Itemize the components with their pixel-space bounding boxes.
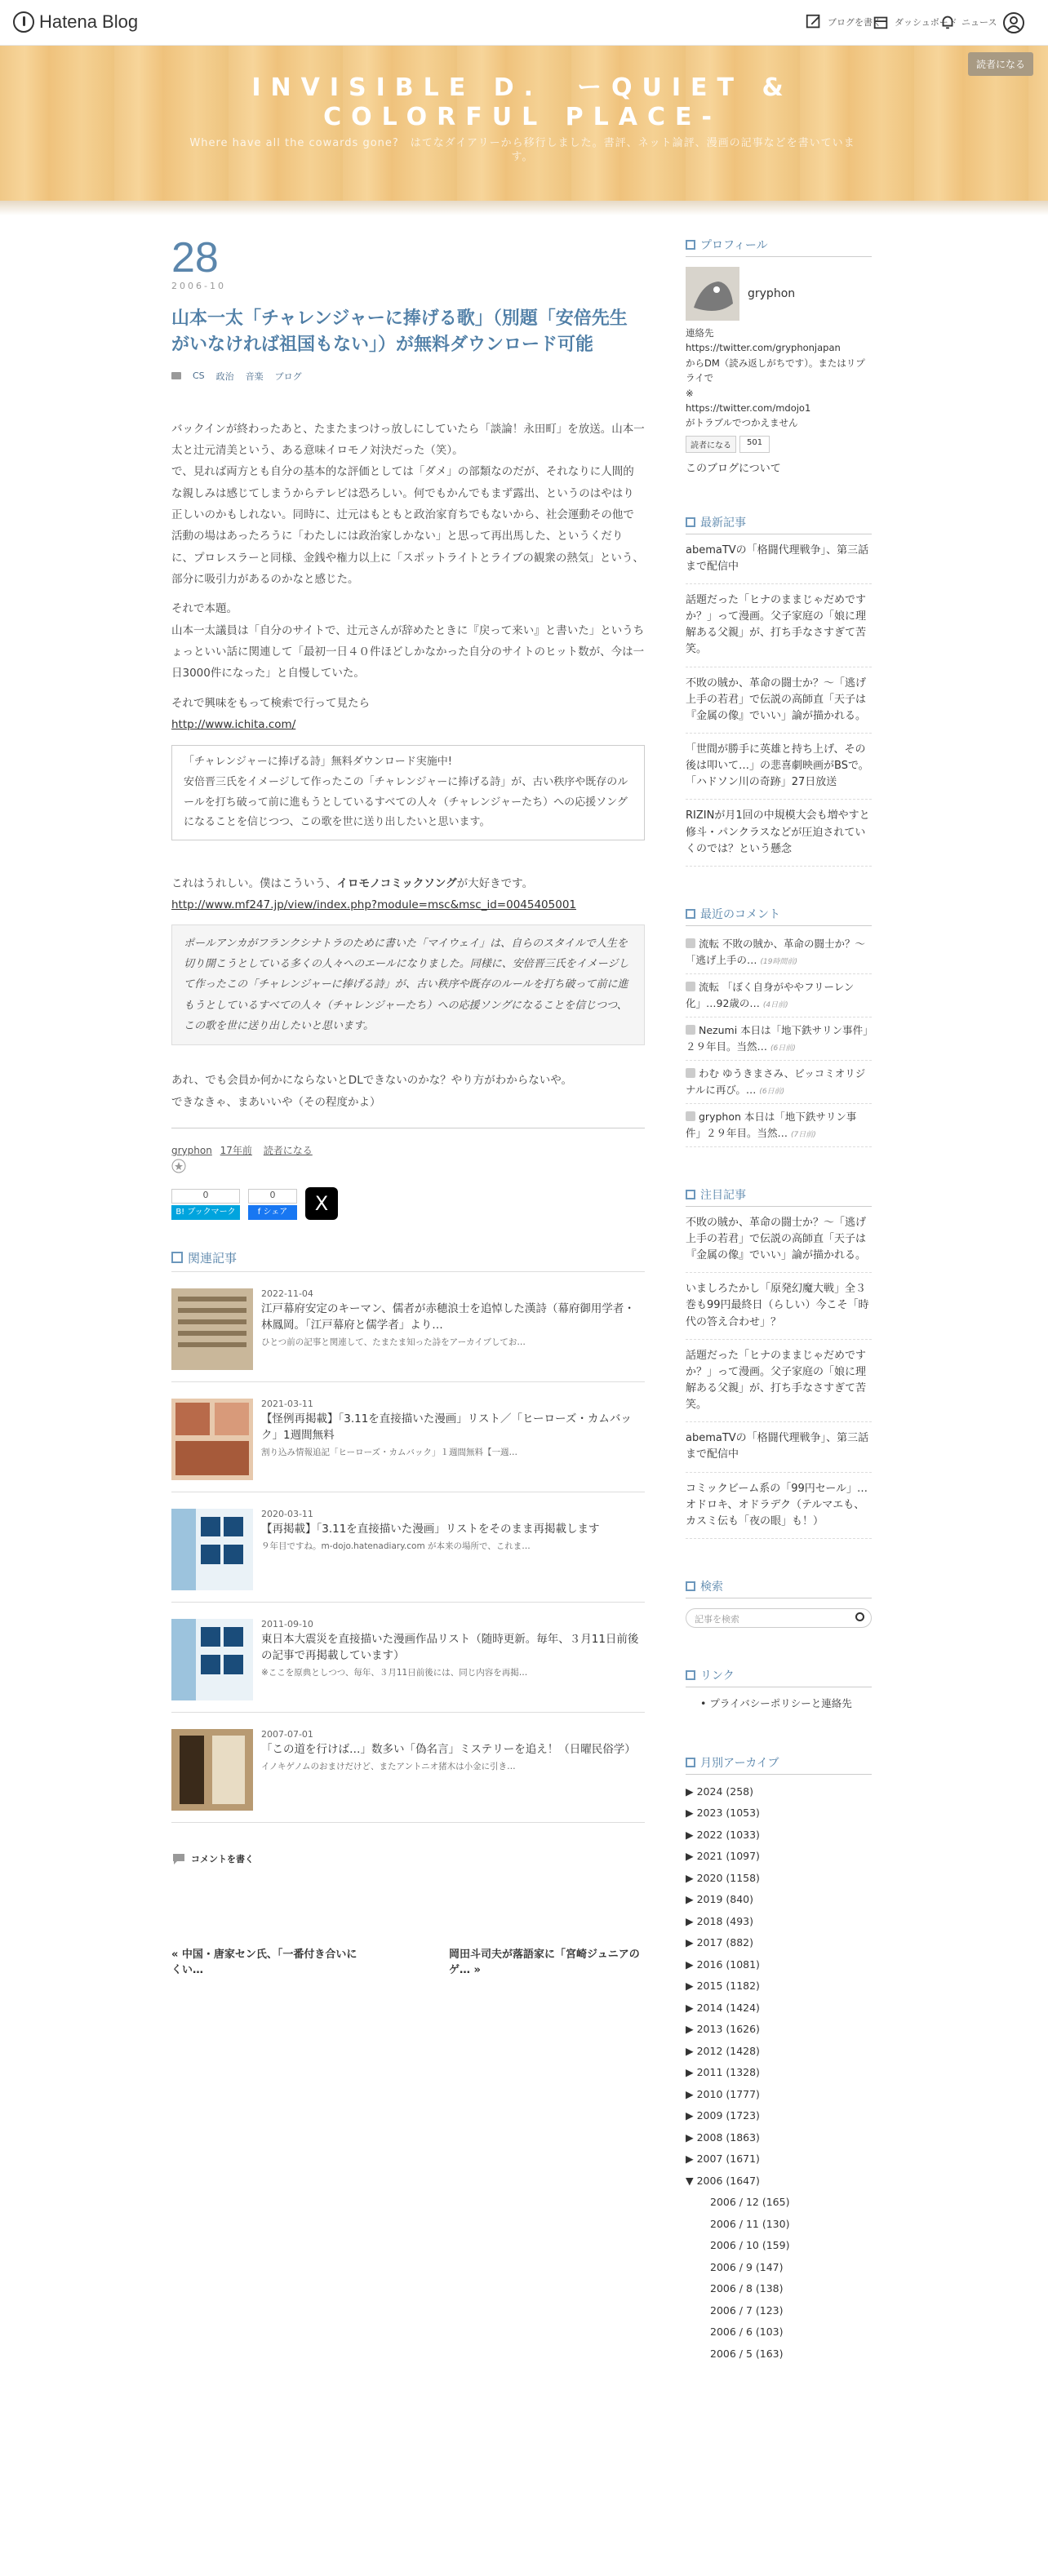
hatena-blog-logo[interactable] — [13, 11, 138, 33]
write-label: ブログを書く — [828, 17, 881, 28]
comments-title — [686, 906, 872, 926]
recent-title-text: 最新記事 — [700, 516, 746, 530]
related-date: 2022-11-04 — [261, 1288, 313, 1299]
bookmark-count: 0 — [171, 1189, 240, 1204]
dashboard-label: ダッシュボード — [895, 17, 957, 28]
search-input[interactable] — [686, 1608, 872, 1628]
related-thumbnail[interactable] — [171, 1399, 253, 1480]
comment-text: gryphon 本日は「地下鉄サリン事件」２９年目。当然… — [686, 1110, 857, 1139]
about-blog-link[interactable]: このブログについて — [686, 462, 781, 475]
dashboard-icon — [872, 13, 890, 31]
comment-list — [686, 931, 872, 1147]
featured-title-text: 注目記事 — [700, 1188, 746, 1202]
related-thumbnail[interactable] — [171, 1729, 253, 1811]
x-share-button[interactable]: X — [305, 1187, 338, 1220]
comment-bubble-icon — [171, 1852, 186, 1865]
prev-post-link[interactable]: « 中国・唐家セン氏、「一番付き合いにくい… — [171, 1948, 357, 1977]
featured-item[interactable]: いましろたかし「原発幻魔大戦」全３巻も99円最終日（らしい）今こそ「時代の答え合わせ」？ — [686, 1273, 872, 1339]
comment-text: わむ ゆうきまさみ、ビッコミオリジナルに再び。… — [686, 1066, 866, 1096]
archive-year[interactable]: ▶ 2019 (840) — [686, 1893, 753, 1906]
recent-item[interactable]: 「世間が勝手に英雄と持ち上げ、その後は叩いて…」の悲喜劇映画がBSで。「ハドソン川の奇跡」27日放送 — [686, 734, 872, 800]
profile-line: からDM（読み返しがちです）。またはリプライで — [686, 357, 865, 384]
section-icon — [171, 1252, 183, 1263]
category-link[interactable]: 音楽 — [245, 370, 264, 382]
pager — [171, 1947, 645, 1979]
category-link[interactable]: ブログ — [274, 370, 302, 382]
comment-text: 流転 「ぼく自身がややフリーレン化」…92歳の… — [686, 980, 855, 1009]
archive-year[interactable]: ▶ 2017 (882) — [686, 1936, 753, 1949]
archive-month[interactable]: 2006 / 10 (159) — [710, 2239, 790, 2252]
related-title[interactable]: 【怪例再掲載】「3.11を直接描いた漫画」リスト／「ヒーローズ・カムバック」1週間無料 — [261, 1412, 632, 1443]
blog-description: Where have all the cowards gone? はてなダイアリーから移行しました。書評、ネット論評、漫画の記事などを書いています。 — [189, 137, 855, 163]
sidebar-subscribe-button[interactable]: 読者になる — [686, 436, 736, 453]
archive-title-text: 月別アーカイブ — [700, 1756, 779, 1770]
hatena-logo-icon — [13, 11, 34, 33]
related-item[interactable] — [171, 1729, 645, 1823]
paragraph: あれ、でも会員か何かにならないとDLできないのかな？やり方がわからないや。 — [171, 1074, 572, 1088]
archive-year[interactable]: ▶ 2007 (1671) — [686, 2153, 760, 2166]
comment-time: (7日前) — [791, 1130, 816, 1139]
featured-item[interactable]: コミックビーム系の「99円セール」…オドロキ、オドラデク（テルマエも、カスミ伝も「夜の眼」も！） — [686, 1473, 872, 1539]
profile-link[interactable]: https://twitter.com/gryphonjapan — [686, 342, 841, 354]
related-excerpt: ひとつ前の記事と関連して、たまたま知った詩をアーカイブしてお… — [261, 1337, 526, 1348]
text: これはうれしい。僕はこういう、 — [171, 876, 337, 890]
comment-item[interactable] — [686, 1104, 872, 1147]
comment-item[interactable] — [686, 1018, 872, 1061]
archive-year[interactable]: ▶ 2024 (258) — [686, 1785, 753, 1798]
archive-year[interactable]: ▶ 2015 (1182) — [686, 1980, 760, 1993]
search-title — [686, 1578, 872, 1598]
write-button[interactable] — [805, 13, 881, 31]
related-item[interactable] — [171, 1288, 645, 1382]
profile-line: 連絡先 — [686, 327, 714, 339]
sidebar — [686, 237, 872, 2365]
search-placeholder: 記事を検索 — [695, 1613, 739, 1625]
archive-month[interactable]: 2006 / 11 (130) — [710, 2217, 790, 2230]
archive-year[interactable]: ▶ 2022 (1033) — [686, 1828, 760, 1841]
profile-title-text: プロフィール — [700, 239, 768, 252]
star-icon[interactable] — [171, 1159, 186, 1173]
blockquote: ポールアンカがフランクシナトラのために書いた「マイウェイ」は、自らのスタイルで人生を切り開こうとしている多くの人々へのエールになりました。同様に、安倍晋三氏をイメージして作ったこの「チャレンジャーに捧げる詩」が、古い秩序や既存のルールを打ち破って前に進もうとしているすべての人々（チャレンジャーたち）への応援ソングになることを信じつつ、この歌を世に送り出したいと思います。 — [171, 924, 645, 1046]
archive-month[interactable]: 2006 / 12 (165) — [710, 2196, 790, 2209]
subscribe-button[interactable]: 読者になる — [968, 52, 1033, 76]
featured-item[interactable]: 話題だった「ヒナのままじゃだめですか？」って漫画。父子家庭の「娘に理解ある父親」が、打ち手なさすぎて苦笑。 — [686, 1340, 872, 1423]
post-footer — [171, 1143, 645, 1176]
links-title-text: リンク — [700, 1669, 735, 1683]
logo-text: Hatena Blog — [39, 11, 139, 32]
recent-list — [686, 534, 872, 867]
write-comment-link[interactable] — [171, 1852, 645, 1865]
related-thumbnail[interactable] — [171, 1619, 253, 1700]
related-excerpt: イノキゲノムのおまけだけど、またアントニオ猪木は小金に引き… — [261, 1762, 516, 1772]
text: が大好きです。 — [456, 876, 534, 890]
related-date: 2020-03-11 — [261, 1508, 313, 1519]
commenter-icon — [686, 1025, 695, 1035]
subscribe-link[interactable]: 読者になる — [263, 1144, 313, 1156]
recent-item[interactable]: RIZINが月1回の中規模大会も増やすと修斗・パンクラスなどが圧迫されていくのでは？という懸念 — [686, 800, 872, 866]
paragraph: で、見れば両方とも自分の基本的な評価としては「ダメ」の部類なのだが、それなりに人間的な親しみは感じてしまうからテレビは恐ろしい。何でもかんでもまず露出、というのはやはり正しいのかもしれない。同時に、辻元はもともと政治家育ちでもないから、社会運動その他で活動の場はあったろうに「わたしには政治家しかない」と思って再出馬した、というくだりに、プロレスラーと同様、金銭や権力以上に「スポットライトとライブの観衆の熱気」という、部分に吸引力があるのかなと感じた。 — [171, 465, 644, 586]
featured-title — [686, 1186, 872, 1207]
paragraph: できなきゃ、まあいいや（その程度かよ） — [171, 1095, 381, 1109]
section-title-text: 関連記事 — [188, 1250, 238, 1266]
archive-year[interactable]: ▶ 2009 (1723) — [686, 2109, 760, 2122]
archive-month[interactable]: 2006 / 9 (147) — [710, 2260, 784, 2273]
write-comment-label: コメントを書く — [191, 1853, 254, 1864]
next-post-link[interactable]: 岡田斗司夫が落語家に「宮崎ジュニアのゲ… » — [449, 1948, 640, 1977]
related-date: 2011-09-10 — [261, 1618, 313, 1629]
related-excerpt: ９年目ですね。m-dojo.hatenadiary.com が本来の場所で、これま… — [261, 1541, 531, 1552]
archive-month[interactable]: 2006 / 7 (123) — [710, 2303, 784, 2317]
recent-item[interactable]: 話題だった「ヒナのままじゃだめですか？」って漫画。父子家庭の「娘に理解ある父親」が、打ち手なさすぎて苦笑。 — [686, 584, 872, 667]
paragraph: それで本題。 — [171, 602, 238, 616]
share-buttons — [171, 1187, 645, 1220]
profile-title — [686, 237, 872, 257]
comment-item[interactable] — [686, 931, 872, 974]
related-item[interactable] — [171, 1619, 645, 1713]
comments-title-text: 最近のコメント — [700, 907, 780, 921]
archive-title — [686, 1754, 872, 1775]
post-day[interactable]: 28 — [171, 234, 219, 282]
hatena-bookmark-button[interactable] — [171, 1189, 240, 1220]
related-title[interactable]: 「この道を行けば…」数多い「偽名言」ミステリーを追え！（日曜民俗学） — [261, 1742, 636, 1756]
related-excerpt: 割り込み情報追記「ヒーローズ・カムバック」１週間無料【一週… — [261, 1448, 518, 1458]
profile-description — [686, 326, 872, 431]
profile-name[interactable]: gryphon — [748, 287, 796, 300]
archive-year[interactable]: ▶ 2014 (1424) — [686, 2001, 760, 2014]
profile-link[interactable]: https://twitter.com/mdojo1 — [686, 401, 811, 414]
facebook-label: f シェア — [248, 1205, 297, 1220]
archive-year[interactable]: ▶ 2011 (1328) — [686, 2066, 760, 2079]
comment-time: (4日前) — [762, 1000, 788, 1009]
featured-list — [686, 1207, 872, 1539]
archive-year[interactable]: ▶ 2023 (1053) — [686, 1807, 760, 1820]
section-icon — [686, 1581, 695, 1591]
archive-year[interactable]: ▶ 2016 (1081) — [686, 1957, 760, 1971]
related-title[interactable]: 江戸幕府安定のキーマン、儒者が赤穂浪士を追悼した漢詩（幕府御用学者・林鳳岡。「江戸幕府と儒学者」より… — [261, 1301, 635, 1332]
search-icon[interactable] — [855, 1612, 864, 1621]
post-title[interactable]: 山本一太「チャレンジャーに捧げる歌」（別題「安倍先生がいなければ祖国もない」）が無料ダウンロード可能 — [171, 308, 628, 355]
facebook-count: 0 — [248, 1189, 297, 1204]
link-item[interactable]: • プライバシーポリシーと連絡先 — [700, 1696, 852, 1709]
blockquote: 「チャレンジャーに捧げる詩」無料ダウンロード実施中! 安倍晋三氏をイメージして作ったこの「チャレンジャーに捧げる詩」が、古い秩序や既存のルールを打ち破って前に進もうとしているすべての人々（チャレンジャーたち）への応援ソングになることを信じつつ、この歌を世に送り出したいと思います。 — [171, 745, 645, 840]
recent-item[interactable]: 不敗の賊か、革命の闘士か？～「逃げ上手の若君」で伝説の高師直「天子は『金属の像』でいい」論が描かれる。 — [686, 667, 872, 734]
category-link[interactable]: CS — [193, 370, 205, 382]
section-icon — [686, 1670, 695, 1680]
related-excerpt: ※ここを原典としつつ、毎年、３月11日前後には、同じ内容を再掲… — [261, 1668, 528, 1678]
comment-time: (6日前) — [759, 1087, 785, 1096]
section-icon — [686, 517, 695, 527]
paragraph — [171, 873, 645, 894]
related-section-title — [171, 1249, 645, 1272]
comment-time: (19時間前) — [760, 957, 797, 966]
links-title — [686, 1667, 872, 1687]
paragraph: バックインが終わったあと、たまたまつけっ放しにしていたら「談論！永田町」を放送。山本一太と辻元清美という、ある意味イロモノ対決だった（笑）。 — [171, 422, 645, 458]
comment-time: (6日前) — [770, 1044, 796, 1053]
external-link[interactable]: http://www.mf247.jp/view/index.php?module=msc&msc_id=0045405001 — [171, 898, 576, 912]
section-icon — [686, 909, 695, 919]
notification-button[interactable] — [939, 13, 997, 31]
bell-icon — [939, 13, 957, 31]
post-body — [171, 419, 645, 1113]
archive-month[interactable]: 2006 / 8 (138) — [710, 2282, 784, 2295]
related-title[interactable]: 東日本大震災を直接描いた漫画作品リスト（随時更新。毎年、３月11日前後の記事で再掲載しています） — [261, 1632, 639, 1663]
commenter-icon — [686, 1111, 695, 1121]
header-shadow — [0, 201, 1048, 215]
archive-year[interactable]: ▶ 2010 (1777) — [686, 2087, 760, 2100]
facebook-share-button[interactable] — [248, 1189, 297, 1220]
section-icon — [686, 240, 695, 250]
recent-item[interactable]: abemaTVの「格闘代理戦争」、第三話まで配信中 — [686, 534, 872, 584]
archive-month[interactable]: 2006 / 6 (103) — [710, 2325, 784, 2339]
recent-title — [686, 514, 872, 534]
archive-year[interactable]: ▶ 2021 (1097) — [686, 1850, 760, 1863]
archive-year[interactable]: ▶ 2013 (1626) — [686, 2023, 760, 2036]
profile-line: がトラブルでつかえません — [686, 417, 798, 429]
archive-year[interactable]: ▶ 2018 (493) — [686, 1914, 753, 1927]
section-icon — [686, 1758, 695, 1767]
author-link[interactable]: gryphon — [171, 1144, 212, 1156]
blog-title[interactable]: INVISIBLE D. ーQUIET & COLORFUL PLACE- — [251, 73, 793, 131]
profile-line: ※ — [686, 387, 694, 399]
post-year-month: 2006-10 — [171, 281, 226, 291]
paragraph: それで興味をもって検索で行って見たら — [171, 696, 370, 710]
comment-text: Nezumi 本日は「地下鉄サリン事件」２９年目。当然… — [686, 1023, 868, 1053]
user-avatar-icon[interactable] — [1002, 11, 1025, 34]
related-thumbnail[interactable] — [171, 1288, 253, 1370]
comment-item[interactable] — [686, 1061, 872, 1104]
featured-item[interactable]: abemaTVの「格闘代理戦争」、第三話まで配信中 — [686, 1422, 872, 1472]
comment-text: 流転 不敗の賊か、革命の闘士か？～「逃げ上手の… — [686, 937, 865, 966]
related-item[interactable] — [171, 1399, 645, 1492]
profile-avatar[interactable] — [686, 267, 739, 321]
archive-year[interactable]: ▶ 2008 (1863) — [686, 2130, 760, 2144]
paragraph: 山本一太議員は「自分のサイトで、辻元さんが辞めたときに『戻って来い』と書いた」というちょっといい話に関連して「最初一日４０件ほどしかなかった自分のサイトのヒット数が、今は一日3000件になった」と自慢していた。 — [171, 623, 645, 681]
category-list — [171, 370, 645, 383]
top-bar — [0, 0, 1048, 46]
subscriber-count: 501 — [739, 436, 770, 453]
featured-item[interactable]: 不敗の賊か、革命の闘士か？～「逃げ上手の若君」で伝説の高師直「天子は『金属の像』でいい」論が描かれる。 — [686, 1207, 872, 1273]
section-icon — [686, 1190, 695, 1199]
related-title[interactable]: 【再掲載】「3.11を直接描いた漫画」リストをそのまま再掲載します — [261, 1522, 600, 1536]
external-link[interactable]: http://www.ichita.com/ — [171, 717, 296, 731]
archive-year[interactable]: ▼ 2006 (1647) — [686, 2174, 760, 2187]
commenter-icon — [686, 982, 695, 991]
related-thumbnail[interactable] — [171, 1509, 253, 1590]
folder-icon — [171, 372, 181, 379]
archive-list — [686, 1781, 872, 2365]
comment-item[interactable] — [686, 974, 872, 1018]
bookmark-label: B! ブックマーク — [171, 1205, 240, 1220]
notification-label: ニュース — [961, 17, 997, 28]
pencil-icon — [805, 13, 823, 31]
link-text: プライバシーポリシーと連絡先 — [709, 1696, 852, 1709]
related-date: 2021-03-11 — [261, 1398, 313, 1409]
main-column — [171, 234, 645, 1979]
related-date: 2007-07-01 — [261, 1728, 313, 1740]
search-title-text: 検索 — [700, 1580, 723, 1594]
archive-year[interactable]: ▶ 2020 (1158) — [686, 1871, 760, 1884]
category-link[interactable]: 政治 — [215, 370, 234, 382]
permalink[interactable]: 17年前 — [220, 1144, 252, 1156]
archive-year[interactable]: ▶ 2012 (1428) — [686, 2044, 760, 2057]
commenter-icon — [686, 1068, 695, 1078]
related-item[interactable] — [171, 1509, 645, 1603]
archive-month[interactable]: 2006 / 5 (163) — [710, 2347, 784, 2360]
commenter-icon — [686, 938, 695, 948]
bold-text: イロモノコミックソング — [336, 876, 457, 890]
